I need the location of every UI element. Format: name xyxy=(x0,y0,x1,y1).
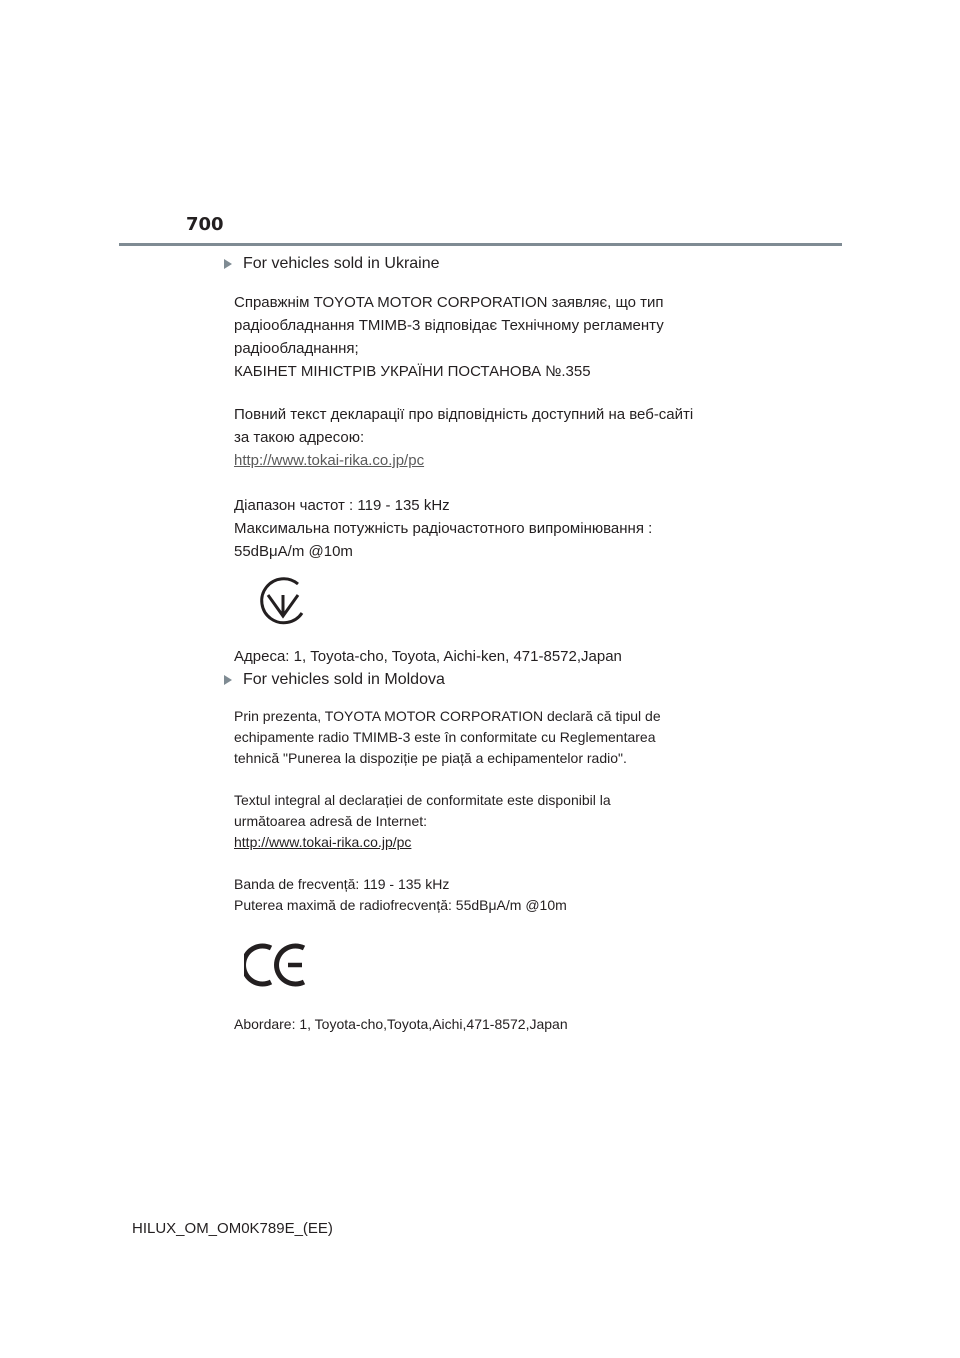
ukraine-decl-line: Справжнім TOYOTA MOTOR CORPORATION заявляє, що тип xyxy=(234,294,664,311)
triangle-bullet-icon xyxy=(224,675,232,685)
ce-mark-icon xyxy=(244,940,310,990)
ukraine-frequency xyxy=(234,494,794,563)
moldova-fulltext xyxy=(234,790,794,853)
moldova-address-text: Abordare: 1, Toyota-cho,Toyota,Aichi,471-8572,Japan xyxy=(234,1016,568,1032)
header-rule xyxy=(119,243,842,246)
ukraine-decl-line: КАБІНЕТ МІНІСТРІВ УКРАЇНИ ПОСТАНОВА №.355 xyxy=(234,363,591,380)
ukraine-text-line: за такою адресою: xyxy=(234,429,365,446)
moldova-freq-line: Puterea maximă de radiofrecvență: 55dBμA/m @10m xyxy=(234,897,567,913)
moldova-text-line: următoarea adresă de Internet: xyxy=(234,813,428,829)
ukraine-freq-line: Максимальна потужність радіочастотного випромінювання : xyxy=(234,520,653,537)
ukraine-address xyxy=(234,645,794,668)
ukrainian-conformity-mark-icon xyxy=(258,576,308,626)
ukraine-link[interactable]: http://www.tokai-rika.co.jp/pc xyxy=(234,452,425,469)
page-number: 700 xyxy=(186,214,224,235)
ukraine-decl-line: радіообладнання; xyxy=(234,340,359,357)
moldova-decl-line: tehnică "Punerea la dispoziție pe piață a echipamentelor radio". xyxy=(234,750,627,766)
document-code-footer: HILUX_OM_OM0K789E_(EE) xyxy=(132,1220,333,1237)
ukraine-fulltext xyxy=(234,403,794,472)
ukraine-declaration xyxy=(234,291,794,383)
moldova-decl-line: Prin prezenta, TOYOTA MOTOR CORPORATION declară că tipul de xyxy=(234,708,661,724)
moldova-heading-text: For vehicles sold in Moldova xyxy=(243,671,445,688)
moldova-frequency xyxy=(234,874,794,916)
ukraine-text-line: Повний текст декларації про відповідність доступний на веб-сайті xyxy=(234,406,694,423)
ukraine-heading-text: For vehicles sold in Ukraine xyxy=(243,255,440,272)
triangle-bullet-icon xyxy=(224,259,232,269)
moldova-text-line: Textul integral al declarației de conformitate este disponibil la xyxy=(234,792,611,808)
ukraine-heading xyxy=(224,255,440,273)
moldova-address xyxy=(234,1014,794,1035)
ukraine-address-text: Адреса: 1, Toyota-cho, Toyota, Aichi-ken, 471-8572,Japan xyxy=(234,648,622,665)
ukraine-freq-line: Діапазон частот : 119 - 135 kHz xyxy=(234,497,450,514)
ukraine-decl-line: радіообладнання TMIMB-3 відповідає Технічному регламенту xyxy=(234,317,664,334)
moldova-decl-line: echipamente radio TMIMB-3 este în conformitate cu Reglementarea xyxy=(234,729,656,745)
moldova-link[interactable]: http://www.tokai-rika.co.jp/pc xyxy=(234,834,412,850)
moldova-heading xyxy=(224,671,445,689)
moldova-declaration xyxy=(234,706,794,769)
moldova-freq-line: Banda de frecvență: 119 - 135 kHz xyxy=(234,876,450,892)
ukraine-freq-line: 55dBμA/m @10m xyxy=(234,543,353,560)
